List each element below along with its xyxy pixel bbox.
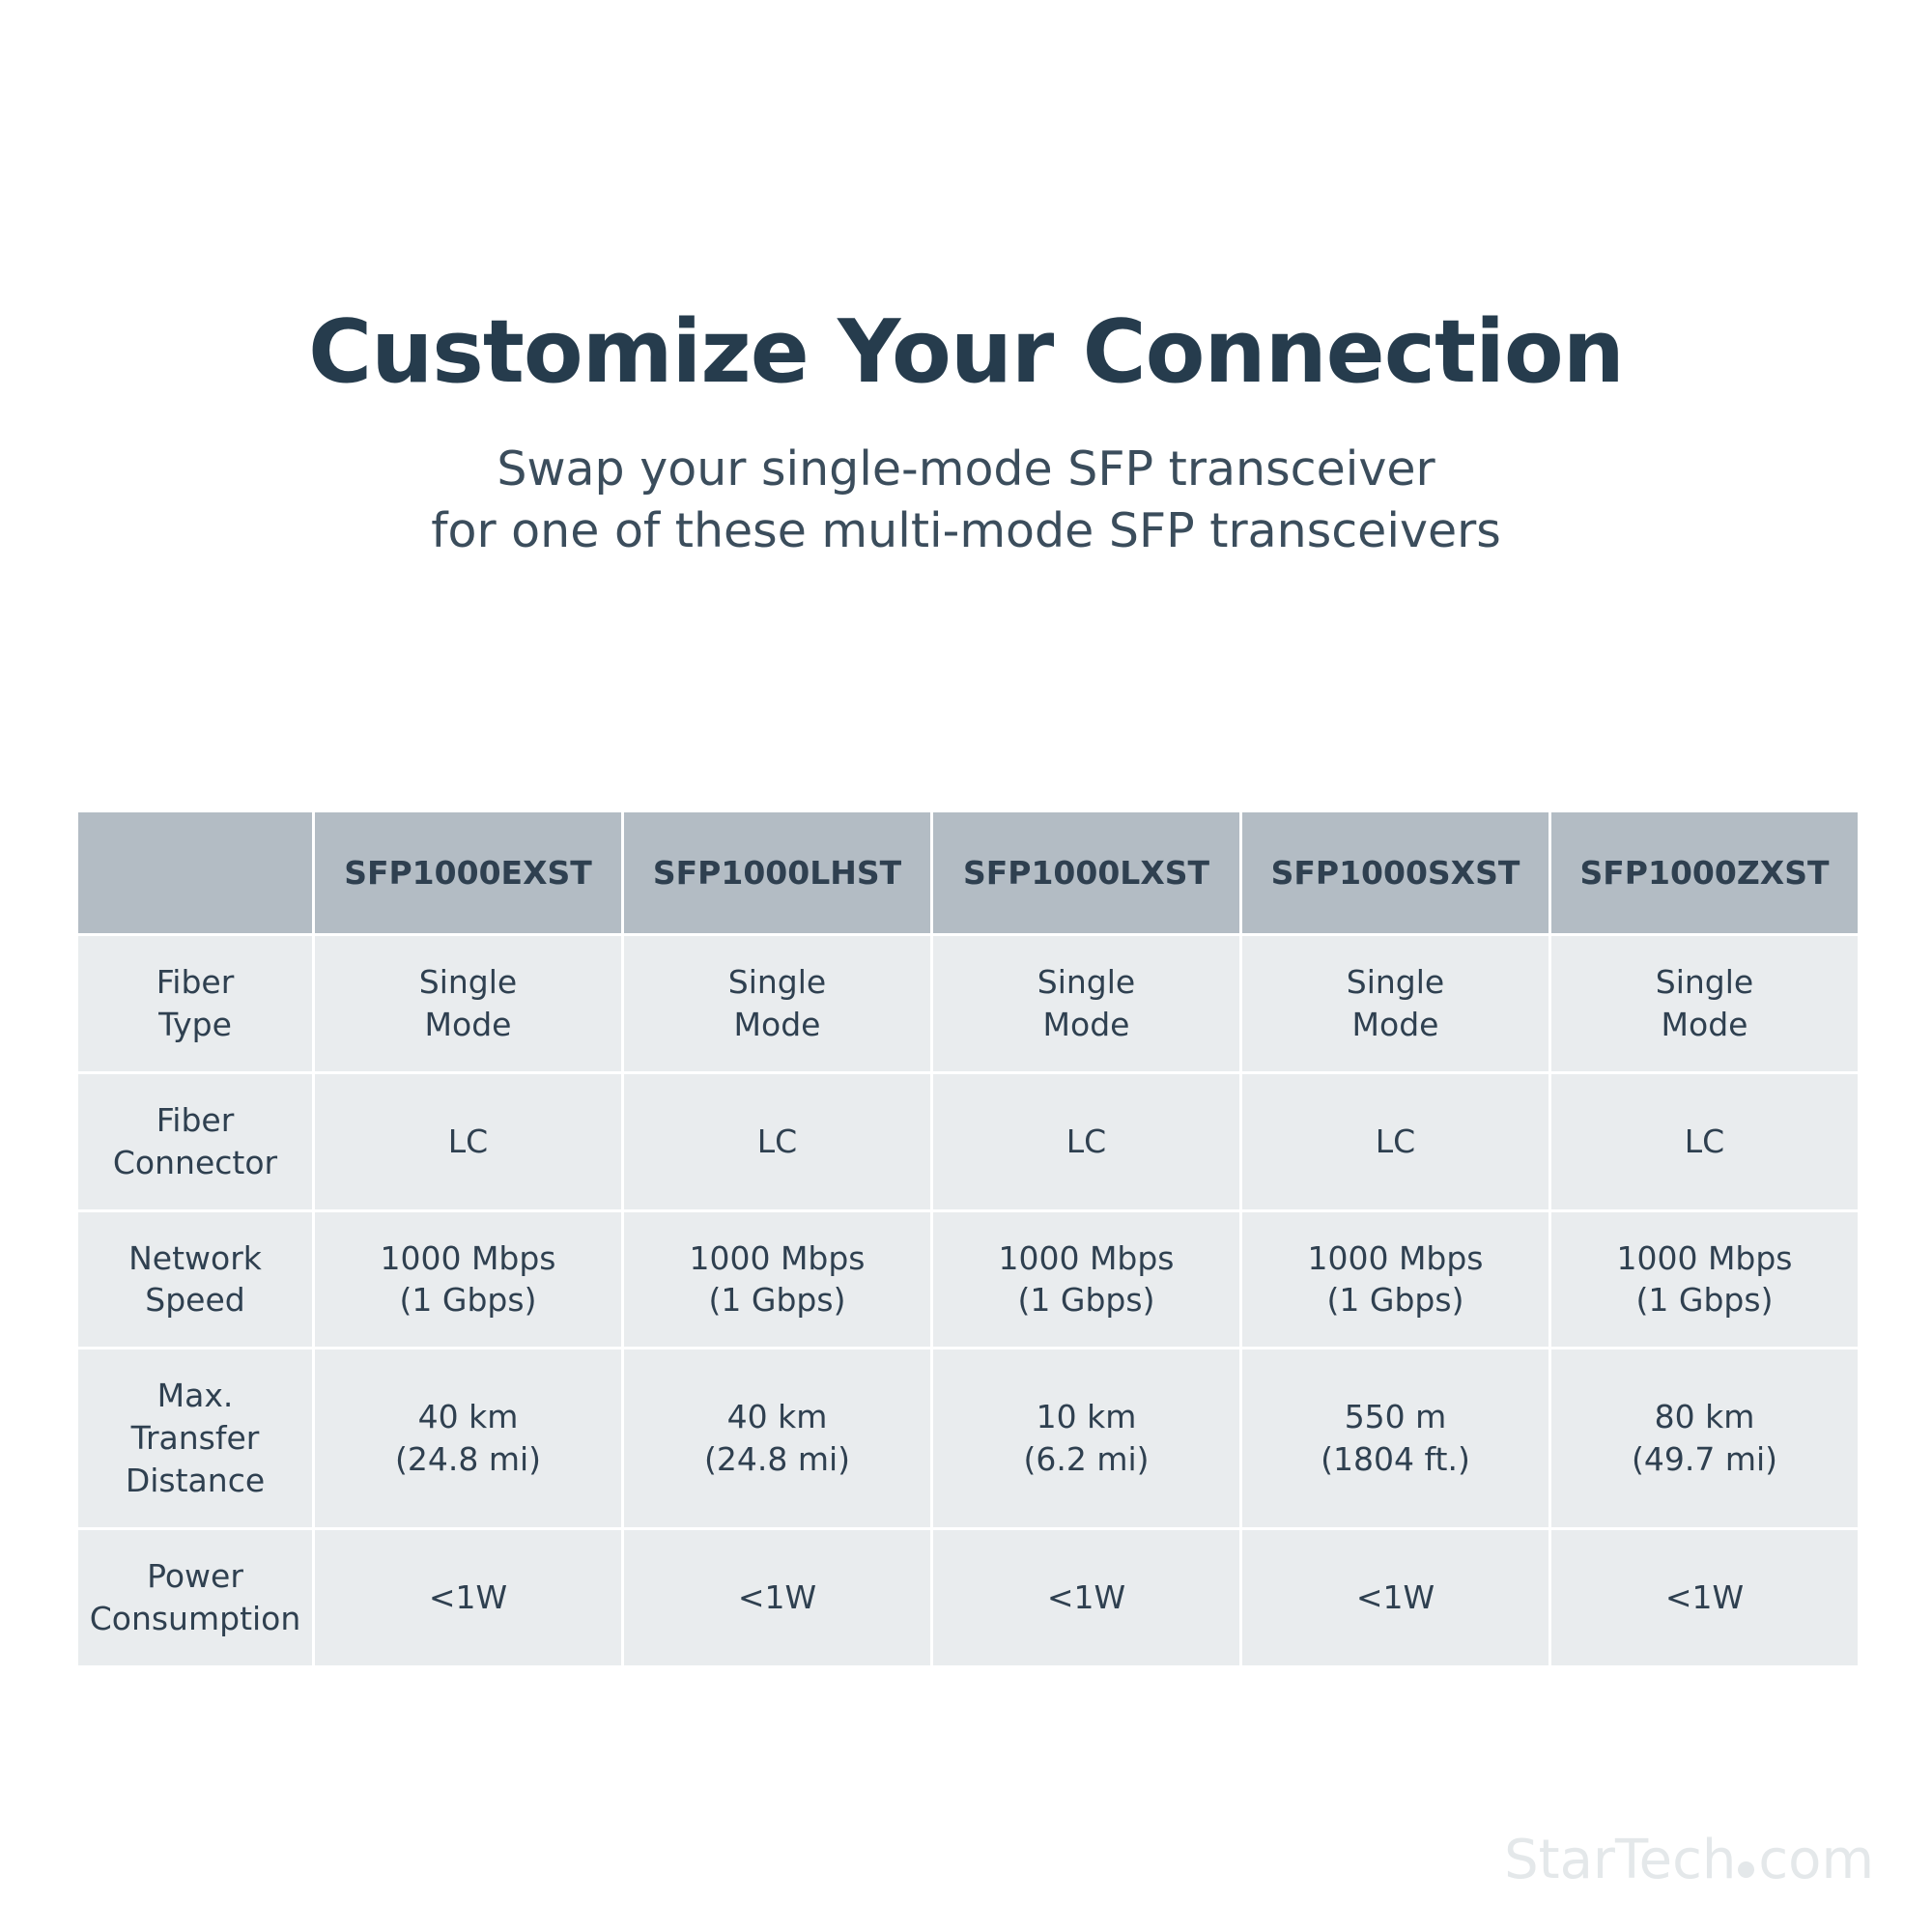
cell-fiber-type-sfp1000lxst: [932, 935, 1241, 1073]
subtitle-line-2: for one of these multi-mode SFP transceivers: [431, 502, 1501, 558]
table-header-row: [77, 811, 1860, 935]
cell-max-distance-sfp1000sxst: [1241, 1349, 1550, 1529]
page-subtitle: [0, 439, 1932, 561]
table-row: [77, 1072, 1860, 1210]
cell-fiber-connector-sfp1000lxst: [932, 1072, 1241, 1210]
row-label-line-1: Network: [128, 1238, 262, 1277]
cell-line-1: 40 km: [726, 1398, 828, 1436]
table-row: [77, 1210, 1860, 1349]
cell-network-speed-sfp1000exst: [314, 1210, 623, 1349]
cell-line-2: Mode: [733, 1005, 821, 1043]
cell-line-2: Mode: [424, 1005, 512, 1043]
row-label-line-2: Type: [158, 1005, 232, 1043]
column-header-sfp1000lxst: SFP1000LXST: [932, 811, 1241, 935]
row-label-power-consumption: [77, 1528, 314, 1666]
row-label-line-1: Fiber: [156, 963, 235, 1001]
row-label-line-1: Fiber: [156, 1100, 235, 1139]
cell-line-2: (49.7 mi): [1631, 1440, 1778, 1479]
row-label-line-2: Speed: [145, 1281, 245, 1320]
row-label-line-1: Power: [147, 1556, 243, 1595]
cell-network-speed-sfp1000lhst: [623, 1210, 932, 1349]
cell-line-2: (24.8 mi): [703, 1440, 851, 1479]
row-label-max-transfer-distance: [77, 1349, 314, 1529]
cell-line-2: (1 Gbps): [1326, 1281, 1464, 1320]
cell-line-2: (1 Gbps): [399, 1281, 537, 1320]
cell-line-1: 1000 Mbps: [998, 1238, 1175, 1277]
cell-line-1: Single: [1037, 963, 1136, 1001]
table-row: [77, 1528, 1860, 1666]
cell-line-1: <1W: [428, 1577, 508, 1616]
cell-line-1: LC: [1065, 1122, 1107, 1160]
cell-fiber-connector-sfp1000exst: [314, 1072, 623, 1210]
cell-line-2: (1 Gbps): [1017, 1281, 1155, 1320]
cell-line-1: 1000 Mbps: [380, 1238, 556, 1277]
cell-line-1: <1W: [737, 1577, 817, 1616]
spec-table-head: [77, 811, 1860, 935]
cell-line-2: (1804 ft.): [1321, 1440, 1470, 1479]
row-label-line-2: Connector: [112, 1143, 278, 1181]
column-header-sfp1000sxst: SFP1000SXST: [1241, 811, 1550, 935]
row-label-network-speed: [77, 1210, 314, 1349]
cell-power-sfp1000lxst: [932, 1528, 1241, 1666]
cell-line-2: (1 Gbps): [708, 1281, 846, 1320]
cell-fiber-type-sfp1000exst: [314, 935, 623, 1073]
row-label-fiber-connector: [77, 1072, 314, 1210]
cell-line-1: <1W: [1046, 1577, 1126, 1616]
cell-fiber-type-sfp1000lhst: [623, 935, 932, 1073]
cell-line-1: LC: [1684, 1122, 1725, 1160]
cell-power-sfp1000zxst: [1550, 1528, 1860, 1666]
cell-fiber-type-sfp1000zxst: [1550, 935, 1860, 1073]
cell-power-sfp1000sxst: [1241, 1528, 1550, 1666]
cell-line-1: Single: [1655, 963, 1754, 1001]
cell-line-1: 550 m: [1344, 1398, 1447, 1436]
cell-line-1: <1W: [1355, 1577, 1435, 1616]
cell-line-1: 10 km: [1036, 1398, 1137, 1436]
cell-fiber-connector-sfp1000zxst: [1550, 1072, 1860, 1210]
row-label-fiber-type: [77, 935, 314, 1073]
row-label-line-2: Consumption: [89, 1599, 301, 1637]
cell-network-speed-sfp1000lxst: [932, 1210, 1241, 1349]
cell-power-sfp1000exst: [314, 1528, 623, 1666]
cell-line-1: LC: [447, 1122, 489, 1160]
cell-max-distance-sfp1000exst: [314, 1349, 623, 1529]
column-header-sfp1000exst: SFP1000EXST: [314, 811, 623, 935]
cell-max-distance-sfp1000lxst: [932, 1349, 1241, 1529]
cell-network-speed-sfp1000sxst: [1241, 1210, 1550, 1349]
cell-line-1: 80 km: [1654, 1398, 1755, 1436]
subtitle-line-1: Swap your single-mode SFP transceiver: [497, 441, 1435, 497]
cell-fiber-type-sfp1000sxst: [1241, 935, 1550, 1073]
cell-line-1: <1W: [1664, 1577, 1745, 1616]
table-row: [77, 935, 1860, 1073]
cell-line-1: LC: [756, 1122, 798, 1160]
column-header-sfp1000lhst: SFP1000LHST: [623, 811, 932, 935]
cell-line-2: (24.8 mi): [394, 1440, 542, 1479]
cell-max-distance-sfp1000lhst: [623, 1349, 932, 1529]
cell-line-2: Mode: [1351, 1005, 1439, 1043]
watermark-dot-icon: [1738, 1861, 1754, 1878]
cell-line-2: Mode: [1661, 1005, 1748, 1043]
row-label-line-1: Max.: [156, 1377, 234, 1415]
cell-line-1: 1000 Mbps: [689, 1238, 866, 1277]
cell-power-sfp1000lhst: [623, 1528, 932, 1666]
cell-line-1: 40 km: [417, 1398, 519, 1436]
table-corner-cell: [77, 811, 314, 935]
cell-line-1: 1000 Mbps: [1307, 1238, 1484, 1277]
column-header-sfp1000zxst: SFP1000ZXST: [1550, 811, 1860, 935]
row-label-line-3: Distance: [125, 1462, 266, 1499]
cell-line-1: 1000 Mbps: [1616, 1238, 1793, 1277]
cell-line-2: (6.2 mi): [1023, 1440, 1150, 1479]
cell-line-2: (1 Gbps): [1635, 1281, 1774, 1320]
row-label-line-2: Transfer: [130, 1419, 260, 1458]
cell-line-1: Single: [1346, 963, 1445, 1001]
cell-line-2: Mode: [1042, 1005, 1130, 1043]
cell-line-1: Single: [727, 963, 827, 1001]
cell-line-1: LC: [1375, 1122, 1416, 1160]
cell-max-distance-sfp1000zxst: [1550, 1349, 1860, 1529]
cell-fiber-connector-sfp1000lhst: [623, 1072, 932, 1210]
cell-line-1: Single: [418, 963, 518, 1001]
cell-network-speed-sfp1000zxst: [1550, 1210, 1860, 1349]
cell-fiber-connector-sfp1000sxst: [1241, 1072, 1550, 1210]
spec-table-body: [77, 935, 1860, 1667]
table-row: [77, 1349, 1860, 1529]
page-header: [0, 0, 1932, 561]
startech-watermark: [1504, 1829, 1874, 1891]
spec-table-container: [75, 810, 1858, 1668]
page-title: Customize Your Connection: [308, 301, 1624, 403]
watermark-tld: com: [1758, 1829, 1874, 1891]
spec-table: [75, 810, 1861, 1668]
watermark-brand: StarTech: [1504, 1829, 1737, 1891]
